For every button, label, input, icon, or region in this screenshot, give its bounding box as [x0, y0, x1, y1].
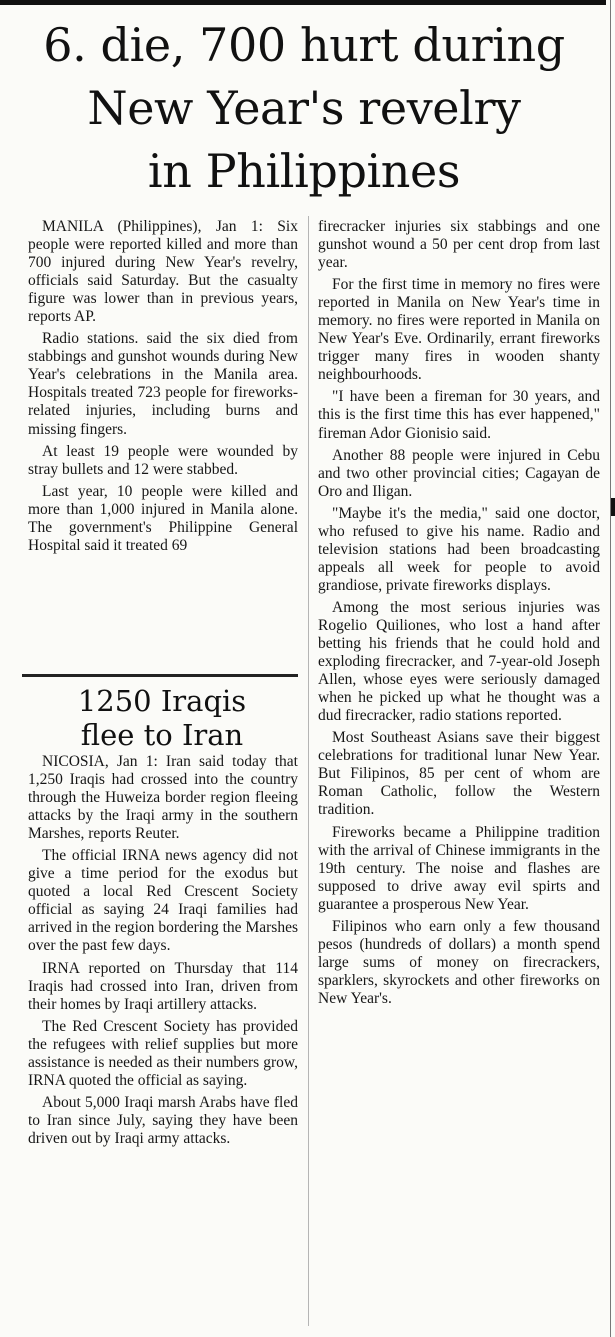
story-paragraph: Last year, 10 people were killed and more than 1,000 injured in Manila alone. The government's Philippine General Hospital said it treated 69 — [28, 482, 298, 554]
story-paragraph: Fireworks became a Philippine tradition with the arrival of Chinese immigrants in the 19th century. The noise and flashes are supposed to drive away evil spirts and guarantee a prosperous New Year. — [318, 823, 600, 913]
story-paragraph: IRNA reported on Thursday that 114 Iraqis had crossed into Iran, driven from their homes by Iraqi artillery attacks. — [28, 959, 298, 1013]
top-rule — [0, 0, 606, 5]
main-story-left-column — [28, 218, 298, 555]
story-paragraph: NICOSIA, Jan 1: Iran said today that 1,250 Iraqis had crossed into the country through the Huweiza border region fleeing attacks by the Iraqi army in the southern Marshes, reports Reuter. — [28, 753, 298, 843]
story-paragraph: The official IRNA news agency did not give a time period for the exodus but quoted a local Red Crescent Society official as saying 24 Iraqi families had arrived in the region bordering the Marshes over the past few days. — [28, 847, 298, 955]
story-paragraph: Radio stations. said the six died from stabbings and gunshot wounds during New Year's celebrations in the Manila area. Hospitals treated 723 people for fireworks-related injuries, including burns and missing fingers. — [28, 330, 298, 438]
second-story-column — [28, 753, 298, 1148]
story-paragraph: At least 19 people were wounded by stray bullets and 12 were stabbed. — [28, 442, 298, 478]
story-paragraph: Most Southeast Asians save their biggest celebrations for traditional lunar New Year. But Filipinos, 85 per cent of whom are Roman Catholic, follow the Western tradition. — [318, 729, 600, 819]
story-separator-rule — [22, 674, 298, 677]
headline-line-3: in Philippines — [147, 144, 461, 198]
headline-line-1: 6. die, 700 hurt during — [43, 18, 565, 72]
story-paragraph: The Red Crescent Society has provided the refugees with relief supplies but more assistance is needed as their numbers grow, IRNA quoted the official as saying. — [28, 1017, 298, 1089]
story-paragraph: Another 88 people were injured in Cebu and two other provincial cities; Cagayan de Oro and Iligan. — [318, 446, 600, 500]
story-paragraph: MANILA (Philippines), Jan 1: Six people were reported killed and more than 700 injured during New Year's revelry, officials said Saturday. But the casualty figure was lower than in previous years, reports AP. — [28, 218, 298, 326]
story-paragraph: "I have been a fireman for 30 years, and this is the first time this has ever happened," fireman Ador Gionisio said. — [318, 388, 600, 442]
edge-mark — [611, 498, 615, 516]
story-paragraph: About 5,000 Iraqi marsh Arabs have fled to Iran since July, saying they have been driven out by Iraqi army attacks. — [28, 1093, 298, 1147]
story-paragraph: firecracker injuries six stabbings and one gunshot wound a 50 per cent drop from last year. — [318, 218, 600, 272]
story-paragraph: For the first time in memory no fires were reported in Manila on New Year's time in memory. no fires were reported in Manila on New Year's Eve. Ordinarily, errant fireworks trigger many fires in wooden shanty neighbourhoods. — [318, 276, 600, 384]
second-headline-line-1: 1250 Iraqis — [77, 684, 247, 718]
story-paragraph: "Maybe it's the media," said one doctor, who refused to give his name. Radio and television stations had been broadcasting appeals all week for people to avoid grandiose, private fireworks displays. — [318, 504, 600, 594]
story-paragraph: Filipinos who earn only a few thousand pesos (hundreds of dollars) a month spend large sums of money on firecrackers, sparklers, skyrockets and other fireworks on New Year's. — [318, 917, 600, 1007]
headline-line-2: New Year's revelry — [87, 81, 521, 135]
main-headline — [12, 14, 596, 203]
second-headline-line-2: flee to Iran — [80, 718, 244, 752]
clipping-edge — [610, 0, 611, 1337]
second-headline — [24, 684, 300, 752]
column-divider — [308, 216, 309, 1326]
main-story-right-column — [318, 218, 600, 1008]
story-paragraph: Among the most serious injuries was Rogelio Quiliones, who lost a hand after betting his friends that he could hold and exploding firecracker, and 7-year-old Joseph Allen, whose eyes were seriously damaged when he picked up what he thought was a dud firecracker, radio stations reported. — [318, 598, 600, 725]
